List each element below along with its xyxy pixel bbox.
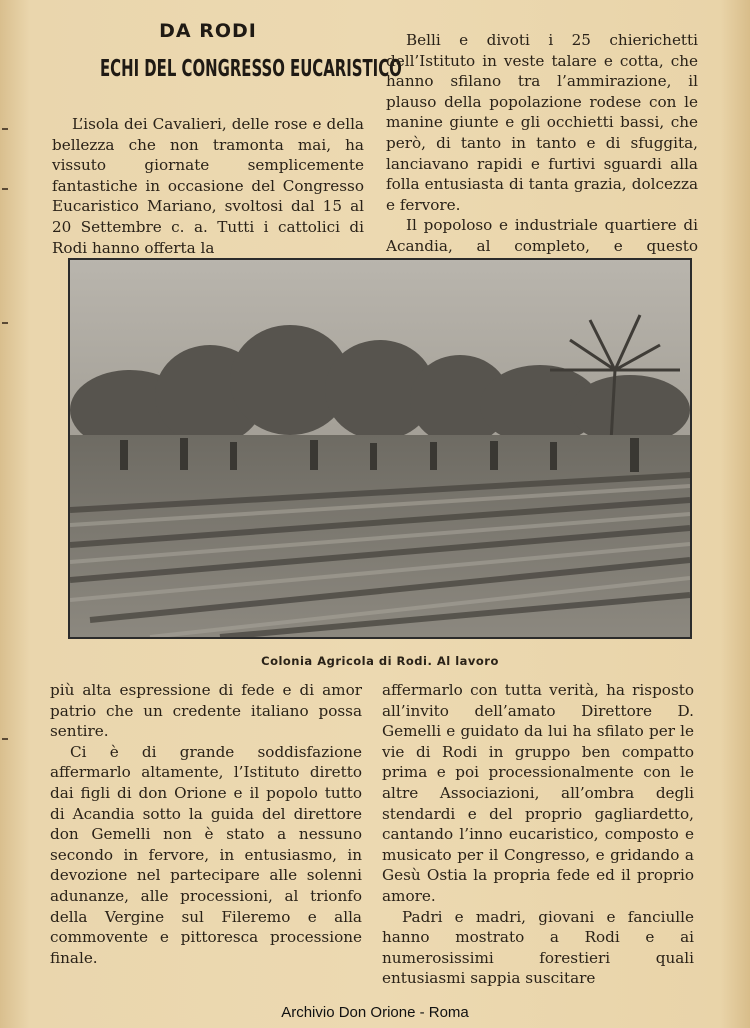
farm-photo	[68, 258, 692, 639]
paragraph: L’isola dei Cavalieri, delle rose e della bellezza che non tramonta mai, ha vissuto giornate semplicemente fantastiche in occasione del Congresso Eucaristico Mariano, svoltosi dal 15 al 20 Settembre c. a. Tutti i cattolici di Rodi hanno offerta la	[52, 115, 364, 257]
paragraph: Ci è di grande soddisfazione affermarlo altamente, l’Istituto diretto dai figli di don Orione e il popolo tutto di Acandia sotto la guida del direttore don Gemelli non è stato a nessuno secondo in fervore, in entusiasmo, in devozione nel partecipare alle solenni adunanze, alle processioni, al trionfo della Vergine sul Fileremo e alla commovente e pittoresca processione finale.	[50, 742, 362, 967]
photo-caption: Colonia Agricola di Rodi. Al lavoro	[261, 654, 499, 668]
photo-image	[70, 260, 690, 637]
article-title: ECHI DEL CONGRESSO EUCARISTICO	[99, 56, 402, 82]
margin-mark	[2, 738, 8, 740]
column-bottom-left	[50, 680, 362, 968]
paragraph: affermarlo con tutta verità, ha risposto all’invito dell’amato Direttore D. Gemelli e guidato da lui ha sfilato per le vie di Rodi in gruppo ben compatto prima e poi processionalmente con le altre Associazioni, all’ombra degli stendardi e del proprio gagliardetto, cantando l’inno eucaristico, composto e musicato per il Congresso, e gridando a Gesù Ostia la propria fede ed il proprio amore.	[382, 681, 694, 905]
paragraph: Belli e divoti i 25 chierichetti dell’Istituto in veste talare e cotta, che hanno sfilano tra l’ammirazione, il plauso della popolazione rodese con le manine giunte e gli occhietti bassi, che però, di tanto in tanto e di sfuggita, lanciavano rapidi e furtivi sguardi alla folla entusiasta di tanta grazia, dolcezza e fervore.	[386, 31, 698, 214]
margin-mark	[2, 128, 8, 130]
paragraph: Padri e madri, giovani e fanciulle hanno mostrato a Rodi e ai numerosissimi forestieri quali entusiasmi sappia suscitare	[382, 907, 694, 988]
section-kicker: DA RODI	[159, 20, 257, 42]
column-top-left	[52, 114, 364, 258]
paragraph: più alta espressione di fede e di amor patrio che un credente italiano possa sentire.	[50, 681, 362, 741]
column-top-right	[386, 30, 698, 277]
margin-mark	[2, 322, 8, 324]
column-bottom-right	[382, 680, 694, 989]
archive-footer: Archivio Don Orione - Roma	[281, 1004, 469, 1021]
margin-mark	[2, 188, 8, 190]
paragraph: Il popoloso e industriale quartiere di Acandia, al completo, e questo	[386, 216, 698, 255]
